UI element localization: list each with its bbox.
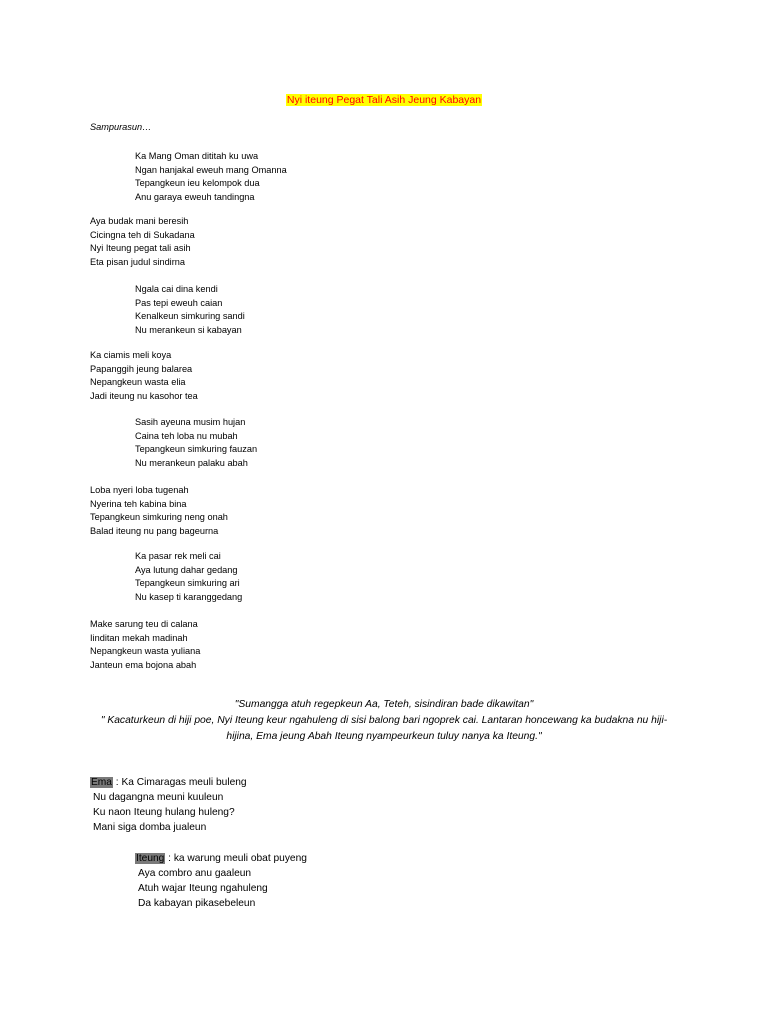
stanza-line: Sasih ayeuna musim hujan: [135, 417, 246, 427]
stanza-1: [135, 150, 287, 204]
dialogue-line: Ku naon Iteung hulang huleng?: [93, 807, 235, 818]
stanza-line: Nu merankeun palaku abah: [135, 457, 248, 468]
stanza-line: Nepangkeun wasta elia: [90, 377, 186, 388]
stanza-line: Ka pasar rek meli cai: [135, 551, 221, 561]
speaker-label: Iteung: [136, 853, 165, 864]
stanza-8: [90, 618, 200, 672]
stanza-line: Tepangkeun ieu kelompok dua: [135, 178, 260, 189]
stanza-line: Caina teh loba nu mubah: [135, 430, 238, 441]
stanza-line: Cicingna teh di Sukadana: [90, 229, 195, 240]
stanza-line: Nyerina teh kabina bina: [90, 498, 187, 509]
stanza-line: Ka ciamis meli koya: [90, 350, 172, 360]
stanza-5: [135, 416, 257, 470]
narration-story: " Kacaturkeun di hiji poe, Nyi Iteung keur ngahuleng di sisi balong bari ngoprek cai. Lantaran honcewang ka budakna nu hiji-hijina, Ema jeung Abah Iteung nyampeurkeun tuluy nanya ka Iteung.": [100, 715, 668, 742]
stanza-line: Anu garaya eweuh tandingna: [135, 191, 255, 202]
dialogue-first-line: [135, 851, 307, 866]
stanza-line: Tepangkeun simkuring fauzan: [135, 444, 258, 455]
stanza-line: Tepangkeun simkuring ari: [135, 578, 240, 589]
stanza-line: Papanggih jeung balarea: [90, 363, 193, 374]
stanza-line: Ka Mang Oman dititah ku uwa: [135, 151, 259, 161]
dialogue-first-line: [90, 775, 247, 790]
stanza-6: [90, 484, 228, 538]
stanza-line: Tepangkeun simkuring neng onah: [90, 512, 228, 523]
title-text: Nyi iteung Pegat Tali Asih Jeung Kabayan: [286, 94, 482, 106]
dialogue-iteung: [135, 851, 307, 911]
stanza-7: [135, 550, 242, 604]
stanza-4: [90, 349, 198, 403]
stanza-line: Pas tepi eweuh caian: [135, 297, 223, 308]
dialogue-line: Mani siga domba jualeun: [93, 822, 207, 833]
stanza-line: Ngala cai dina kendi: [135, 284, 218, 294]
stanza-3: [135, 283, 245, 337]
stanza-line: Iinditan mekah madinah: [90, 632, 188, 643]
stanza-2: [90, 215, 195, 269]
stanza-line: Balad iteung nu pang bageurna: [90, 525, 219, 536]
stanza-line: Loba nyeri loba tugenah: [90, 485, 189, 495]
stanza-line: Nyi Iteung pegat tali asih: [90, 243, 191, 254]
stanza-line: Nu kasep ti karanggedang: [135, 591, 243, 602]
stanza-line: Ngan hanjakal eweuh mang Omanna: [135, 164, 287, 175]
dialogue-text: : Ka Cimaragas meuli buleng: [112, 777, 247, 788]
narration-invitation: "Sumangga atuh regepkeun Aa, Teteh, sisindiran bade dikawitan": [234, 699, 534, 710]
dialogue-ema: [90, 775, 247, 835]
stanza-line: Eta pisan judul sindirna: [90, 256, 185, 267]
stanza-line: Janteun ema bojona abah: [90, 659, 197, 670]
stanza-line: Make sarung teu di calana: [90, 619, 198, 629]
speaker-label: Ema: [91, 777, 112, 788]
opening-greeting: Sampurasun…: [90, 122, 152, 132]
dialogue-line: Nu dagangna meuni kuuleun: [93, 792, 224, 803]
document-title: [0, 93, 768, 107]
dialogue-line: Atuh wajar Iteung ngahuleng: [138, 883, 268, 894]
stanza-line: Aya lutung dahar gedang: [135, 564, 238, 575]
dialogue-text: : ka warung meuli obat puyeng: [165, 853, 307, 864]
stanza-line: Nepangkeun wasta yuliana: [90, 646, 201, 657]
stanza-line: Nu merankeun si kabayan: [135, 324, 242, 335]
dialogue-line: Aya combro anu gaaleun: [138, 868, 252, 879]
stanza-line: Kenalkeun simkuring sandi: [135, 311, 245, 322]
stanza-line: Jadi iteung nu kasohor tea: [90, 390, 198, 401]
dialogue-line: Da kabayan pikasebeleun: [138, 898, 256, 909]
stanza-line: Aya budak mani beresih: [90, 216, 189, 226]
